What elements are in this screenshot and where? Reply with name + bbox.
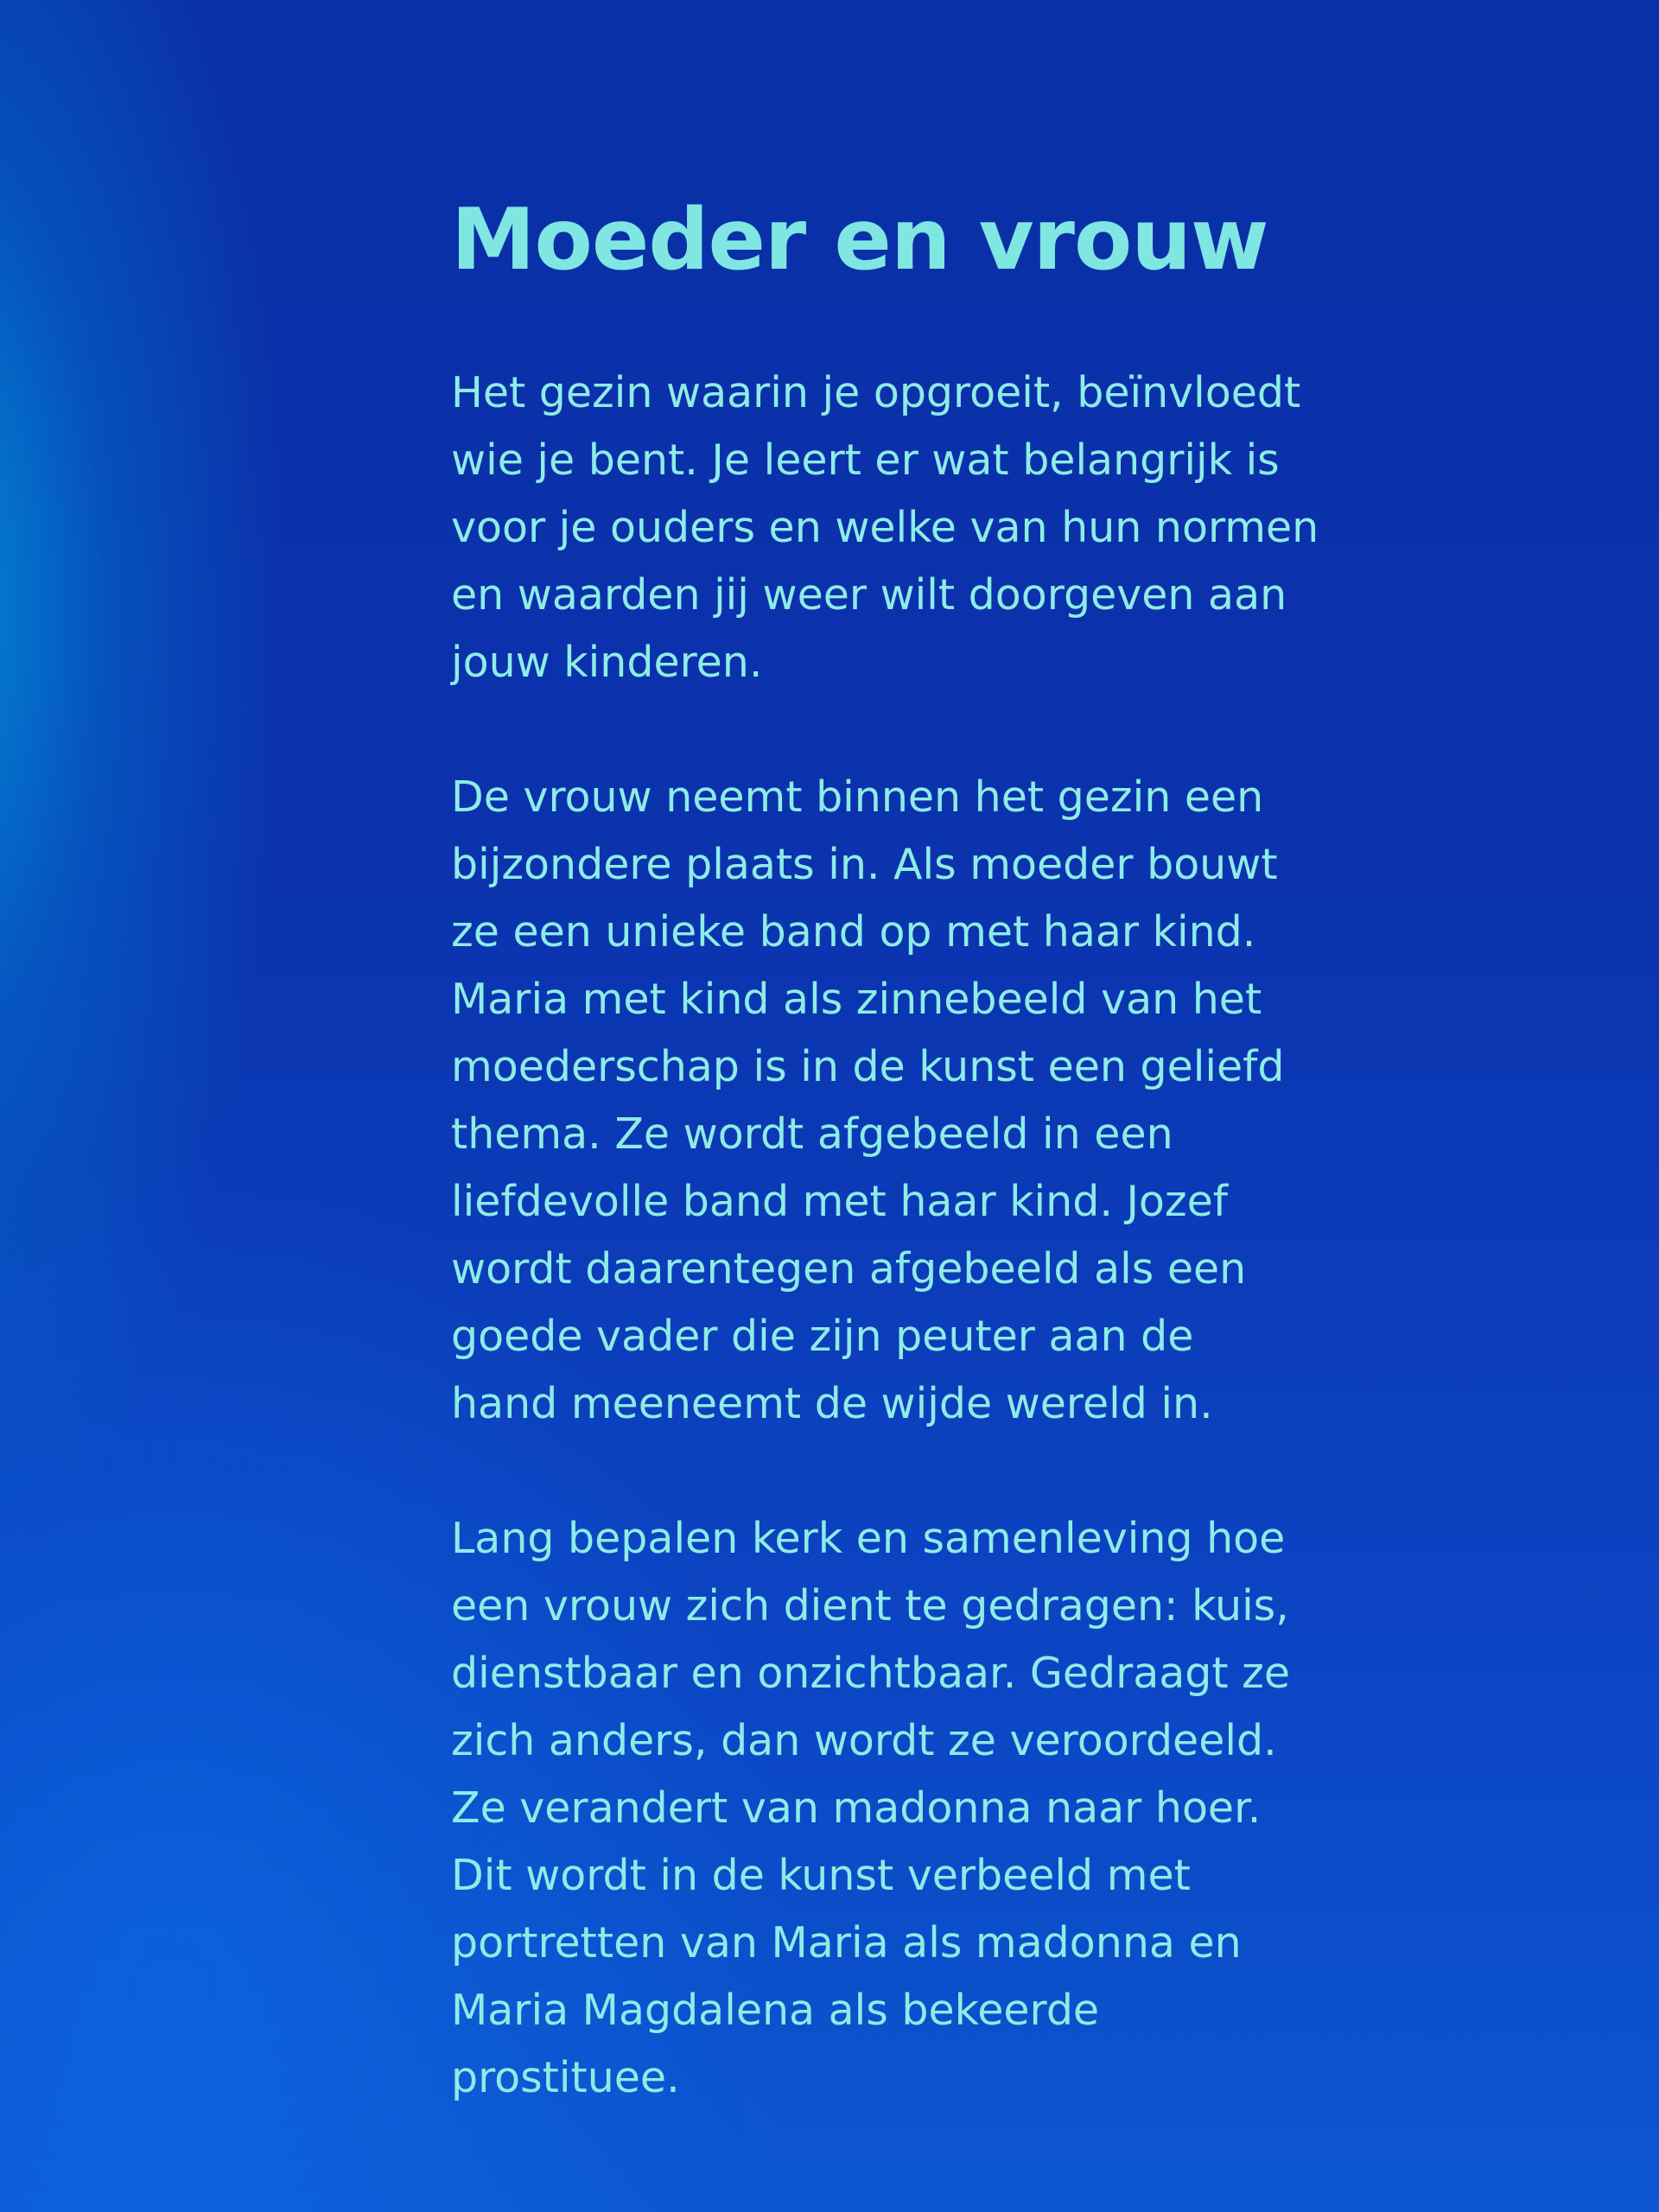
paragraph-3 [451,1505,1419,2112]
paragraph-line: Ze verandert van madonna naar hoer. [451,1783,1262,1833]
paragraph-line: thema. Ze wordt afgebeeld in een [451,1109,1173,1159]
paragraph-line: hand meeneemt de wijde wereld in. [451,1379,1213,1428]
paragraph-line: wie je bent. Je leert er wat belangrijk is [451,435,1280,485]
paragraph-line: jouw kinderen. [451,638,763,687]
paragraph-line: Maria met kind als zinnebeeld van het [451,975,1262,1024]
paragraph-1 [451,359,1419,696]
paragraph-line: prostituee. [451,2053,680,2102]
paragraph-line: moederschap is in de kunst een geliefd [451,1042,1285,1091]
paragraph-line: liefdevolle band met haar kind. Jozef [451,1177,1229,1226]
paragraph-line: wordt daarentegen afgebeeld als een [451,1244,1247,1294]
panel-title: Moeder en vrouw [451,191,1268,289]
paragraph-line: bijzondere plaats in. Als moeder bouwt [451,840,1278,889]
paragraph-line: een vrouw zich dient te gedragen: kuis, [451,1581,1289,1630]
paragraph-2 [451,764,1419,1438]
paragraph-line: Dit wordt in de kunst verbeeld met [451,1851,1191,1900]
paragraph-line: dienstbaar en onzichtbaar. Gedraagt ze [451,1649,1291,1698]
paragraph-line: Het gezin waarin je opgroeit, beïnvloedt [451,368,1301,417]
paragraph-line: Lang bepalen kerk en samenleving hoe [451,1514,1286,1563]
paragraph-line: De vrouw neemt binnen het gezin een [451,772,1264,822]
text-block [451,188,1419,2112]
paragraph-line: zich anders, dan wordt ze veroordeeld. [451,1716,1277,1765]
paragraph-line: portretten van Maria als madonna en [451,1918,1242,1967]
paragraph-line: Maria Magdalena als bekeerde [451,1986,1100,2035]
paragraph-line: en waarden jij weer wilt doorgeven aan [451,570,1287,620]
paragraph-line: ze een unieke band op met haar kind. [451,907,1256,957]
paragraph-line: goede vader die zijn peuter aan de [451,1312,1194,1361]
paragraph-line: voor je ouders en welke van hun normen [451,503,1319,552]
